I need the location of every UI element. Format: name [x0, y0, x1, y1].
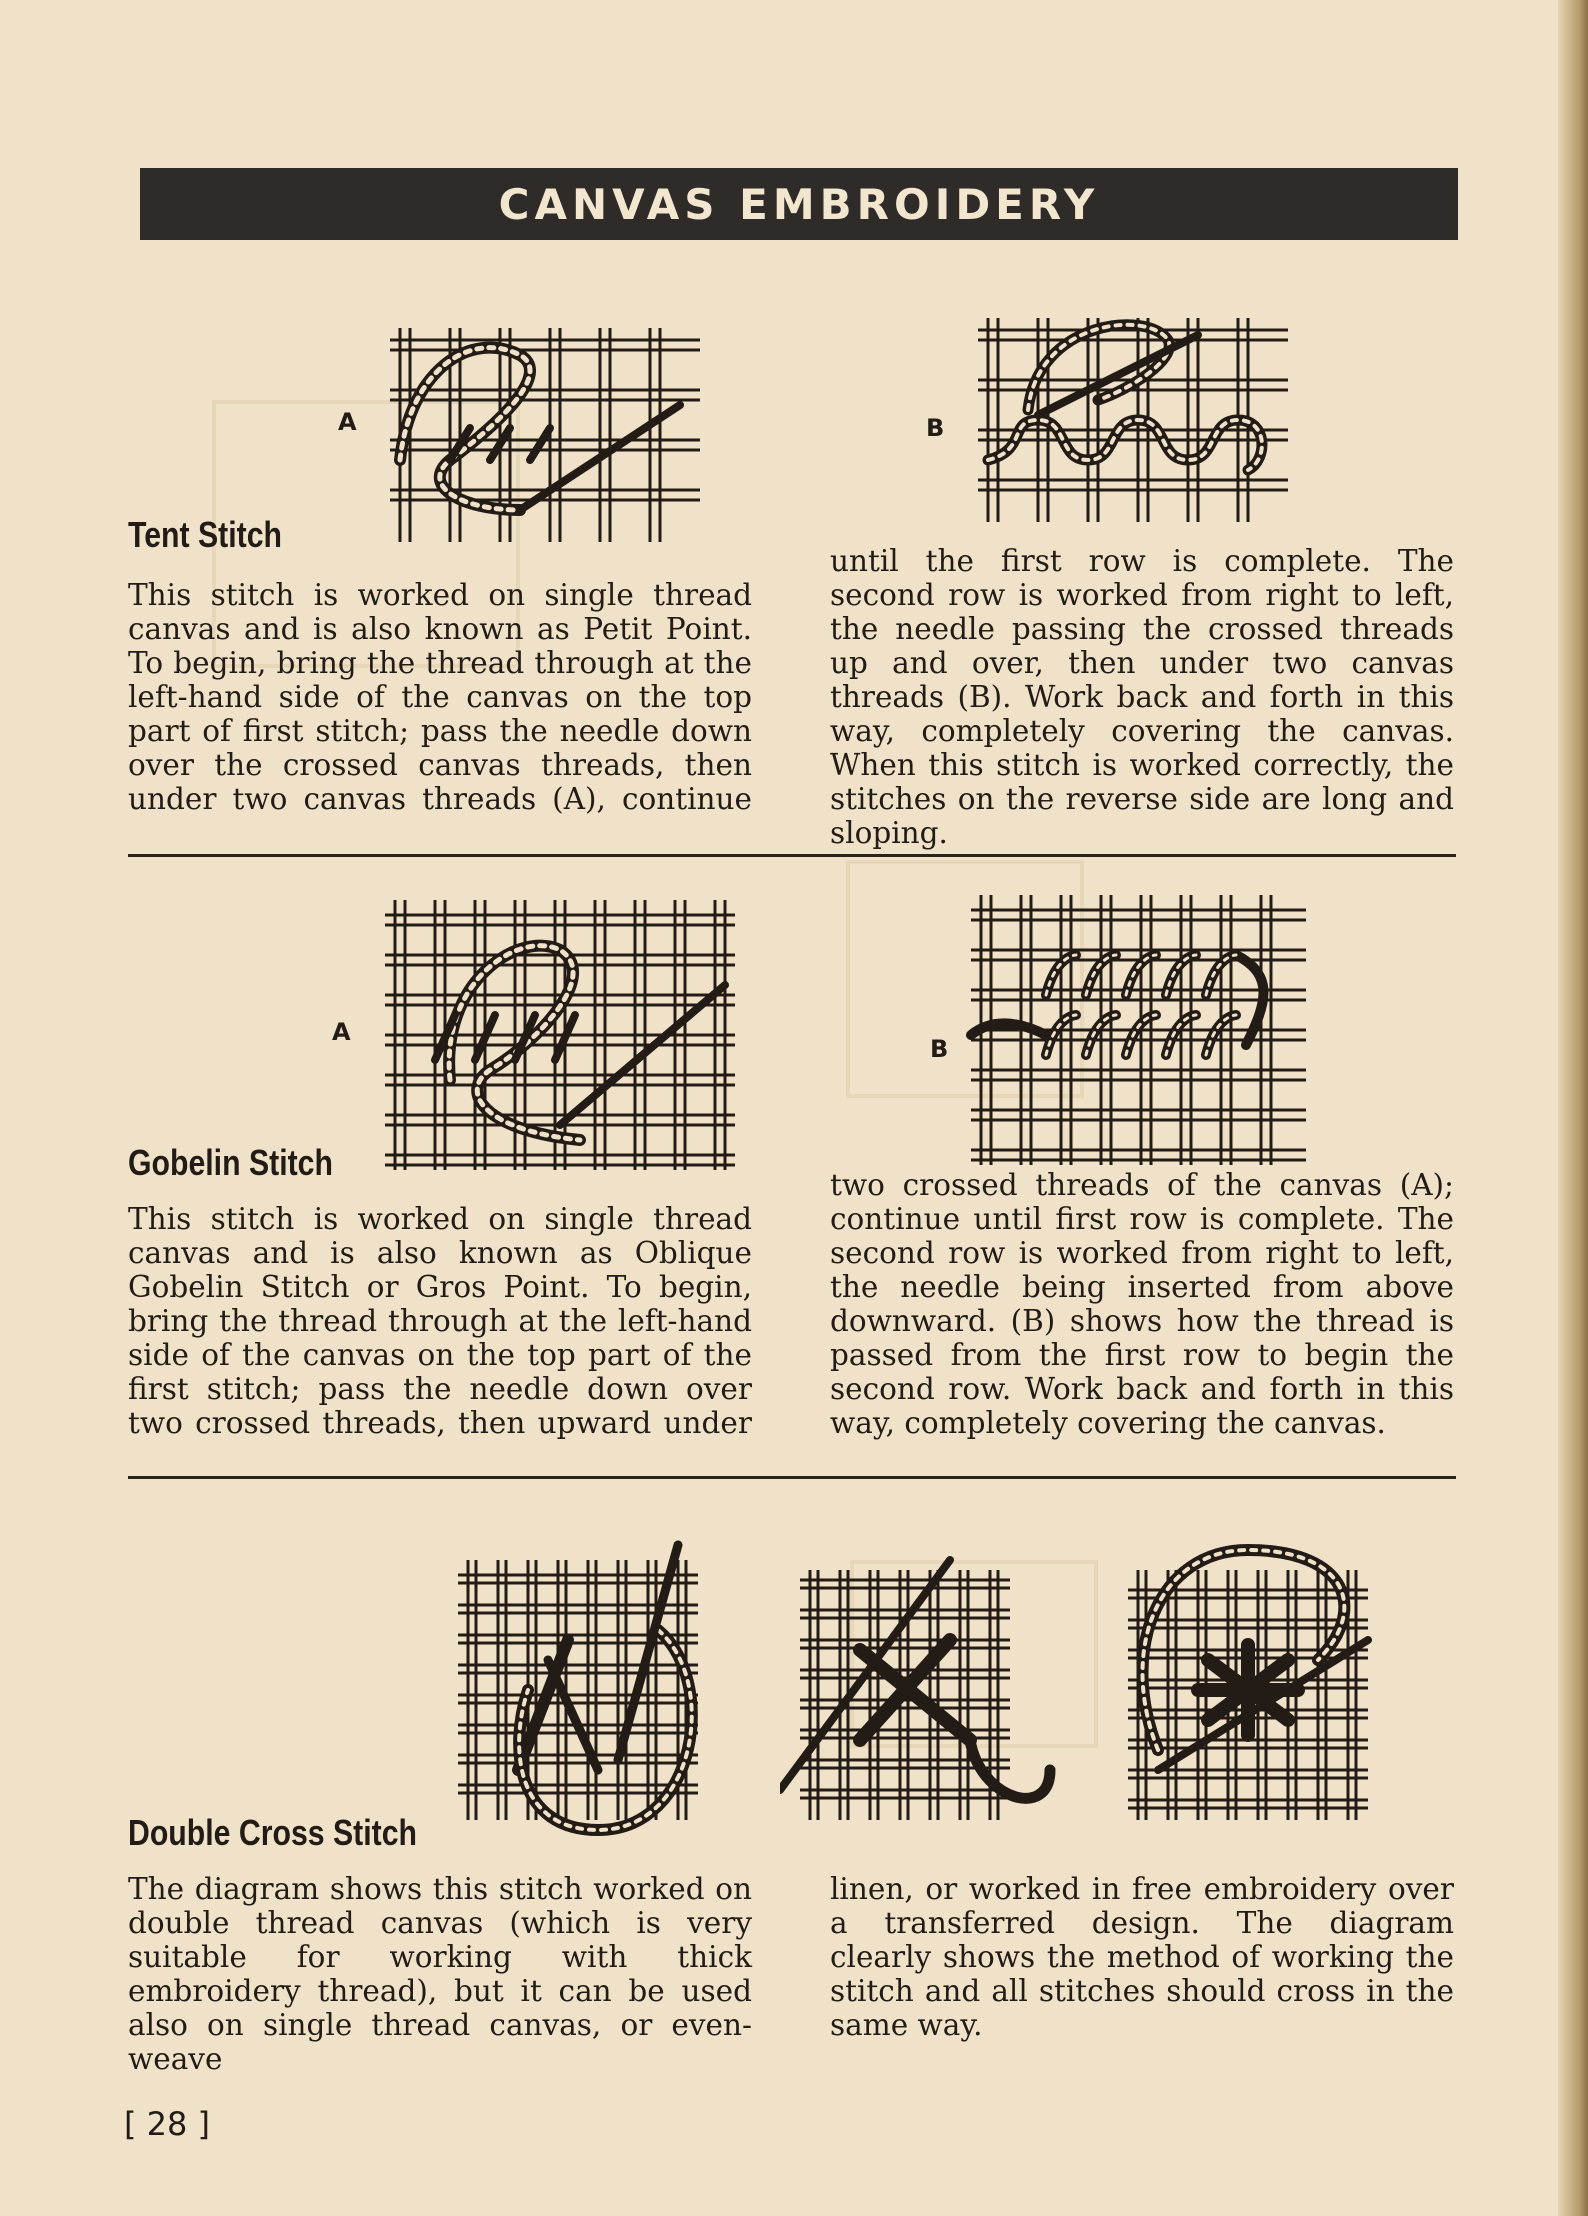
double-cross-stitch-text-right: linen, or worked in free embroidery over a transferred design. The diagram clearly shows the method of working the stitch and all stitches should cross in the same way. [830, 1872, 1454, 2042]
section-heading-gobelin-stitch: Gobelin Stitch [128, 1142, 333, 1183]
page-number: [ 28 ] [124, 2105, 211, 2143]
figure-label-a: A [338, 408, 357, 436]
page-edge [1558, 0, 1588, 2216]
double-cross-stitch-text-left: The diagram shows this stitch worked on double thread canvas (which is very suitable for working with thick embroidery thread), but it can be used also on single thread canvas, or even-weave [128, 1872, 752, 2076]
figure-label-b: B [930, 1035, 949, 1063]
section-heading-tent-stitch: Tent Stitch [128, 514, 282, 555]
figure-label-a: A [332, 1018, 351, 1046]
double-cross-stitch-diagram-right [1118, 1530, 1408, 1834]
section-banner [140, 168, 1458, 240]
tent-stitch-text-right: until the first row is complete. The second row is worked from right to left, the needle passing the crossed threads up and over, then under two canvas threads (B). Work back and forth in this way, completely covering the canvas. When this stitch is worked correctly, the stitches on the reverse side are long and sloping. [830, 544, 1454, 850]
gobelin-stitch-text-left: This stitch is worked on single thread canvas and is also known as Oblique Gobelin Stitch or Gros Point. To begin, bring the thread through at the left-hand side of the canvas on the top part of the first stitch; pass the needle down over two crossed threads, then upward under [128, 1202, 752, 1440]
tent-stitch-diagram-a [380, 310, 710, 554]
double-cross-stitch-diagram-left [458, 1530, 728, 1854]
gobelin-stitch-diagram-a [380, 890, 740, 1184]
figure-label-b: B [926, 414, 945, 442]
gobelin-stitch-text-right: two crossed threads of the canvas (A); continue until first row is complete. The second row is worked from right to left, the needle being inserted from above downward. (B) shows how the thread is passed from the first row to begin the second row. Work back and forth in this way, completely covering the canvas. [830, 1168, 1454, 1440]
section-divider [128, 1476, 1456, 1479]
banner-title: CANVAS EMBROIDERY [498, 179, 1100, 229]
section-divider [128, 854, 1456, 857]
tent-stitch-text-left: This stitch is worked on single thread canvas and is also known as Petit Point. To begin, bring the thread through at the left-hand side of the canvas on the top part of first stitch; pass the needle down over the crossed canvas threads, then under two canvas threads (A), continue [128, 578, 752, 816]
double-cross-stitch-diagram-middle [780, 1540, 1060, 1834]
tent-stitch-diagram-b [968, 300, 1298, 534]
section-heading-double-cross-stitch: Double Cross Stitch [128, 1812, 417, 1853]
gobelin-stitch-diagram-b [966, 885, 1316, 1179]
